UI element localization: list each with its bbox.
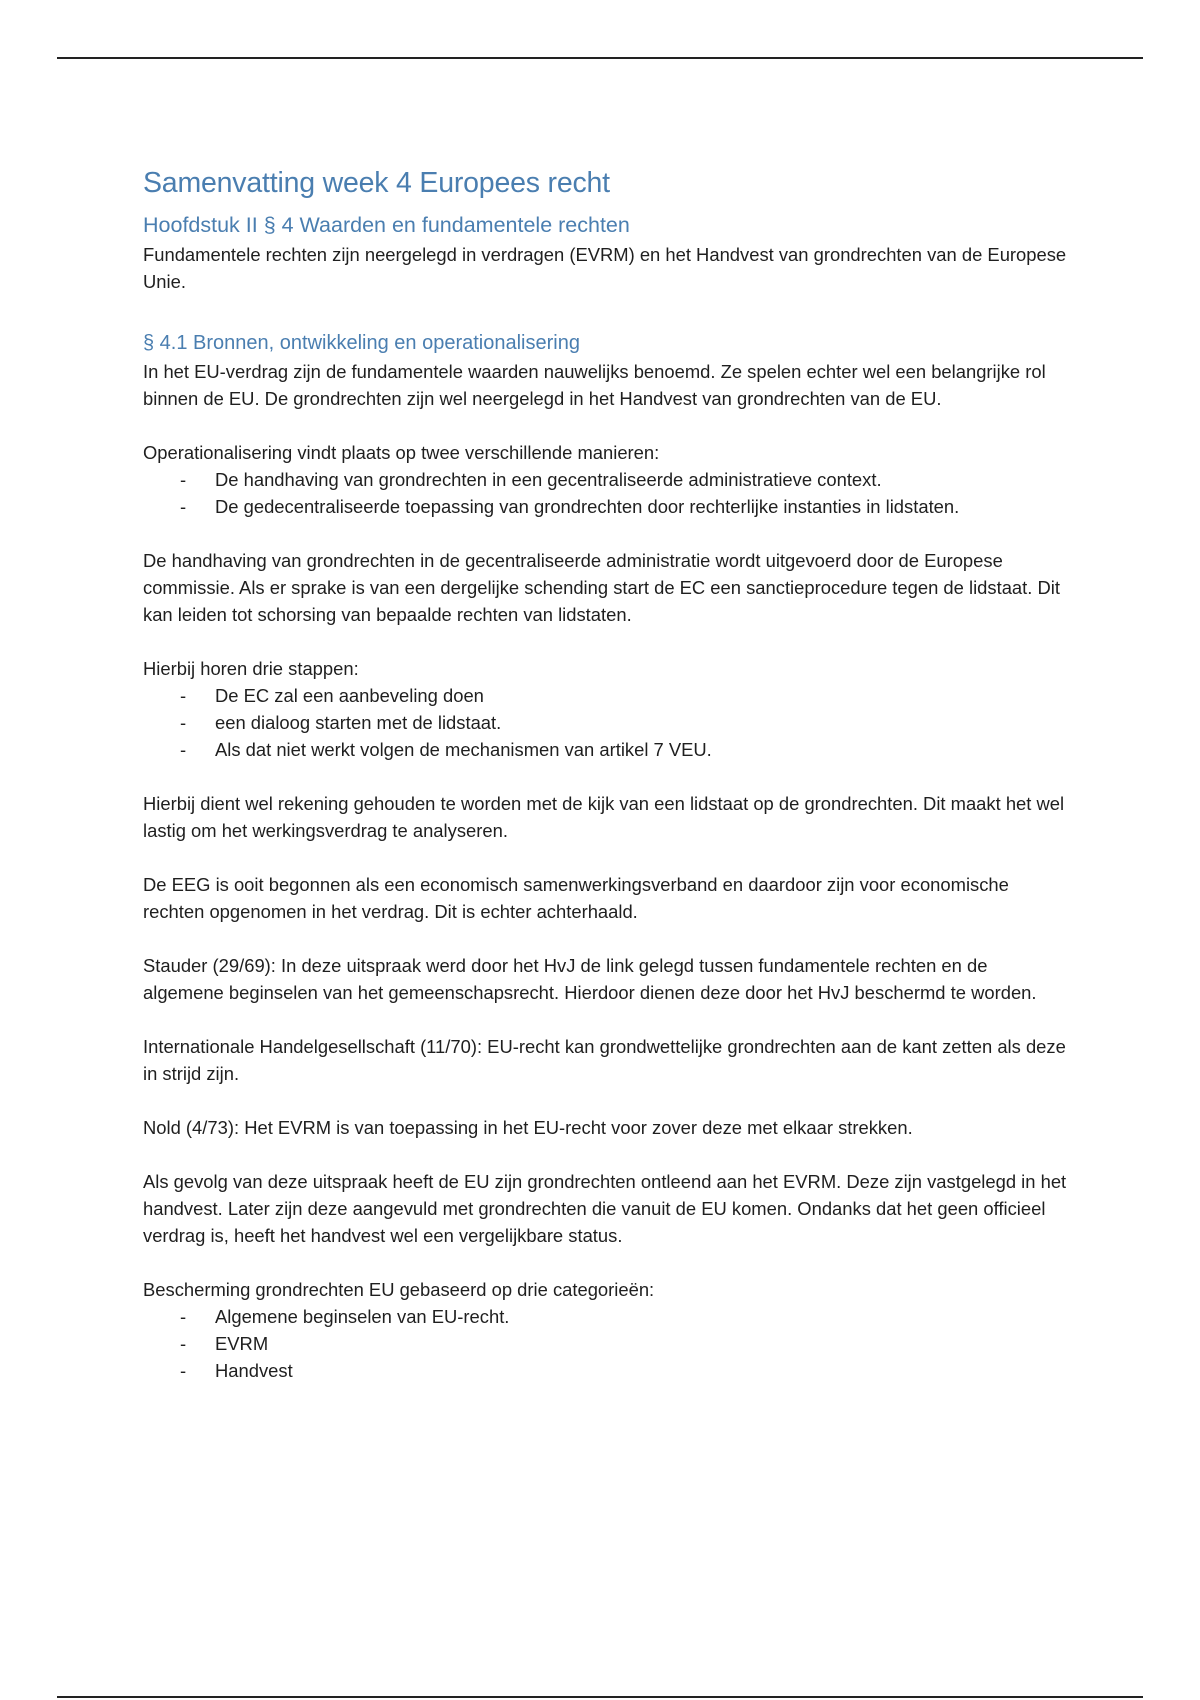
paragraph-2-lead: Operationalisering vindt plaats op twee verschillende manieren: (143, 441, 660, 463)
document-title: Samenvatting week 4 Europees recht (143, 167, 610, 199)
list-categorieen (143, 1303, 1073, 1384)
list-item-text: Handvest (215, 1359, 293, 1381)
list-item-text: Algemene beginselen van EU-recht. (215, 1305, 510, 1327)
paragraph-11-lead: Bescherming grondrechten EU gebaseerd op drie categorieën: (143, 1278, 655, 1300)
paragraph-9: Nold (4/73): Het EVRM is van toepassing in het EU-recht voor zover deze met elkaar strekken. (143, 1116, 913, 1138)
dash-bullet: - (180, 495, 187, 517)
dash-bullet: - (180, 684, 187, 706)
list-operationalisering (143, 466, 1073, 520)
list-item-text: De handhaving van grondrechten in een gecentraliseerde administratieve context. (215, 468, 882, 490)
paragraph-3: De handhaving van grondrechten in de gecentraliseerde administratie wordt uitgevoerd door de Europese commissie. Als er sprake is van een dergelijke schending start de EC een sanctieprocedure tegen de lidstaat. Dit kan leiden tot schorsing van bepaalde rechten van lidstaten. (143, 549, 1060, 625)
paragraph-10: Als gevolg van deze uitspraak heeft de EU zijn grondrechten ontleend aan het EVRM. Deze zijn vastgelegd in het handvest. Later zijn deze aangevuld met grondrechten die vanuit de EU komen. Ondanks dat het geen officieel verdrag is, heeft het handvest wel een vergelijkbare status. (143, 1170, 1067, 1246)
chapter-heading: Hoofdstuk II § 4 Waarden en fundamentele rechten (143, 212, 630, 237)
paragraph-4-lead: Hierbij horen drie stappen: (143, 657, 359, 679)
dash-bullet: - (180, 468, 187, 490)
intro-paragraph: Fundamentele rechten zijn neergelegd in verdragen (EVRM) en het Handvest van grondrechten van de Europese Unie. (143, 243, 1067, 292)
header-rule (57, 57, 1143, 59)
list-item (143, 1330, 1073, 1357)
list-item (143, 466, 1073, 493)
paragraph-1: In het EU-verdrag zijn de fundamentele waarden nauwelijks benoemd. Ze spelen echter wel een belangrijke rol binnen de EU. De grondrechten zijn wel neergelegd in het Handvest van grondrechten van de EU. (143, 360, 1046, 409)
footer-rule (57, 1696, 1143, 1698)
document-body (143, 166, 1073, 1411)
section-heading: § 4.1 Bronnen, ontwikkeling en operationalisering (143, 331, 580, 354)
paragraph-6: De EEG is ooit begonnen als een economisch samenwerkingsverband en daardoor zijn voor economische rechten opgenomen in het verdrag. Dit is echter achterhaald. (143, 873, 1009, 922)
paragraph-5: Hierbij dient wel rekening gehouden te worden met de kijk van een lidstaat op de grondrechten. Dit maakt het wel lastig om het werkingsverdrag te analyseren. (143, 792, 1065, 841)
paragraph-7: Stauder (29/69): In deze uitspraak werd door het HvJ de link gelegd tussen fundamentele rechten en de algemene beginselen van het gemeenschapsrecht. Hierdoor dienen deze door het HvJ beschermd te worden. (143, 954, 1037, 1003)
list-item-text: Als dat niet werkt volgen de mechanismen van artikel 7 VEU. (215, 738, 712, 760)
dash-bullet: - (180, 1359, 187, 1381)
paragraph-8: Internationale Handelgesellschaft (11/70): EU-recht kan grondwettelijke grondrechten aan de kant zetten als deze in strijd zijn. (143, 1035, 1066, 1084)
list-item (143, 1303, 1073, 1330)
list-item-text: EVRM (215, 1332, 269, 1354)
dash-bullet: - (180, 711, 187, 733)
dash-bullet: - (180, 1332, 187, 1354)
list-item (143, 736, 1073, 763)
list-item-text: De gedecentraliseerde toepassing van grondrechten door rechterlijke instanties in lidstaten. (215, 495, 960, 517)
list-stappen (143, 682, 1073, 763)
list-item (143, 493, 1073, 520)
dash-bullet: - (180, 738, 187, 760)
list-item-text: De EC zal een aanbeveling doen (215, 684, 484, 706)
list-item-text: een dialoog starten met de lidstaat. (215, 711, 502, 733)
list-item (143, 682, 1073, 709)
list-item (143, 709, 1073, 736)
list-item (143, 1357, 1073, 1384)
dash-bullet: - (180, 1305, 187, 1327)
